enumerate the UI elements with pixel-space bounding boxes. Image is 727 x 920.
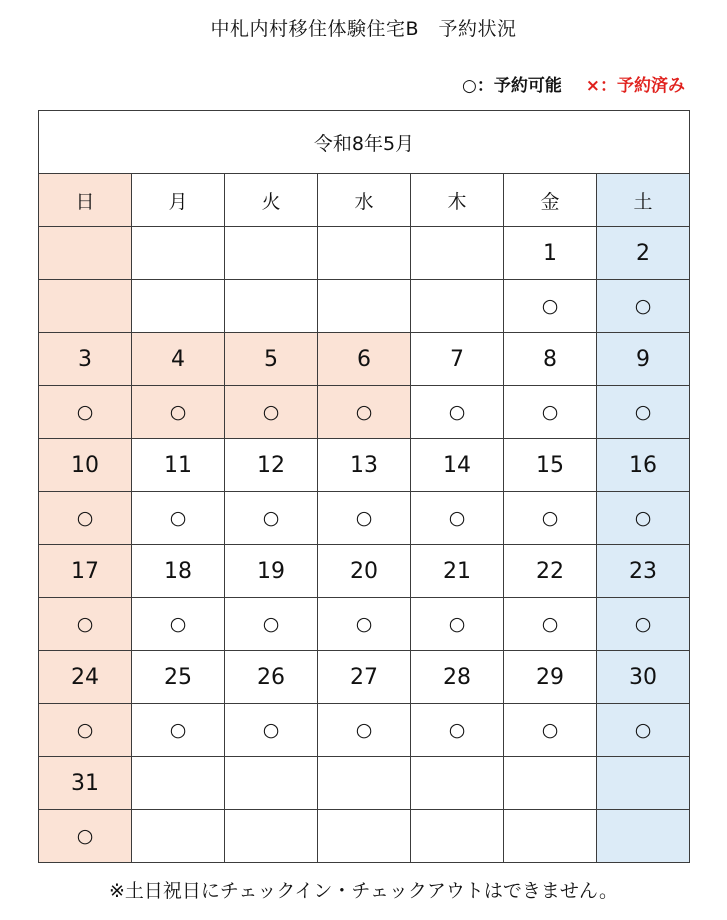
availability-cell: [132, 280, 225, 333]
availability-cell: [411, 280, 504, 333]
date-cell: 15: [504, 439, 597, 492]
availability-cell: [132, 810, 225, 863]
availability-cell: ○: [132, 492, 225, 545]
availability-row: [39, 704, 690, 757]
date-cell: 30: [597, 651, 690, 704]
date-cell: 18: [132, 545, 225, 598]
availability-cell: [597, 810, 690, 863]
date-cell: 2: [597, 227, 690, 280]
date-cell: 26: [225, 651, 318, 704]
date-cell: [225, 757, 318, 810]
availability-row: [39, 386, 690, 439]
date-row: [39, 651, 690, 704]
date-cell: 24: [39, 651, 132, 704]
date-cell: [597, 757, 690, 810]
availability-cell: ○: [597, 492, 690, 545]
availability-cell: ○: [411, 598, 504, 651]
date-cell: 27: [318, 651, 411, 704]
availability-cell: ○: [411, 492, 504, 545]
legend-booked: ×：予約済み: [585, 76, 685, 96]
availability-row: [39, 280, 690, 333]
date-cell: [318, 757, 411, 810]
availability-cell: [504, 810, 597, 863]
date-cell: [411, 227, 504, 280]
availability-cell: [39, 280, 132, 333]
weekday-wed: 水: [318, 174, 411, 227]
date-cell: 12: [225, 439, 318, 492]
date-row: [39, 227, 690, 280]
availability-cell: ○: [597, 280, 690, 333]
availability-cell: [318, 810, 411, 863]
weekday-thu: 木: [411, 174, 504, 227]
legend: [462, 71, 685, 96]
date-cell: 25: [132, 651, 225, 704]
date-row: [39, 545, 690, 598]
date-cell: 9: [597, 333, 690, 386]
date-cell: 4: [132, 333, 225, 386]
availability-cell: [318, 280, 411, 333]
date-cell: [132, 227, 225, 280]
date-cell: 19: [225, 545, 318, 598]
date-cell: 20: [318, 545, 411, 598]
date-row: [39, 333, 690, 386]
date-cell: 10: [39, 439, 132, 492]
weekday-mon: 月: [132, 174, 225, 227]
weekday-sun: 日: [39, 174, 132, 227]
availability-cell: [411, 810, 504, 863]
date-cell: 13: [318, 439, 411, 492]
availability-cell: ○: [39, 810, 132, 863]
date-cell: 16: [597, 439, 690, 492]
date-cell: [411, 757, 504, 810]
availability-cell: ○: [225, 492, 318, 545]
date-cell: 29: [504, 651, 597, 704]
availability-cell: ○: [132, 704, 225, 757]
date-cell: [39, 227, 132, 280]
availability-cell: ○: [504, 704, 597, 757]
date-row: [39, 757, 690, 810]
availability-cell: ○: [318, 492, 411, 545]
availability-cell: ○: [411, 386, 504, 439]
date-cell: 23: [597, 545, 690, 598]
month-label: 令和8年5月: [39, 111, 690, 174]
availability-cell: ○: [39, 386, 132, 439]
availability-cell: ○: [597, 386, 690, 439]
availability-cell: ○: [504, 598, 597, 651]
date-row: [39, 439, 690, 492]
availability-cell: ○: [597, 598, 690, 651]
availability-cell: ○: [39, 598, 132, 651]
availability-row: [39, 810, 690, 863]
availability-cell: ○: [39, 704, 132, 757]
availability-cell: ○: [225, 704, 318, 757]
date-cell: 11: [132, 439, 225, 492]
date-cell: 3: [39, 333, 132, 386]
availability-cell: ○: [504, 492, 597, 545]
date-cell: [132, 757, 225, 810]
date-cell: 17: [39, 545, 132, 598]
availability-cell: [225, 280, 318, 333]
date-cell: 6: [318, 333, 411, 386]
date-cell: 14: [411, 439, 504, 492]
availability-cell: ○: [225, 598, 318, 651]
availability-cell: ○: [411, 704, 504, 757]
availability-cell: ○: [225, 386, 318, 439]
availability-cell: ○: [39, 492, 132, 545]
availability-row: [39, 598, 690, 651]
weekday-header-row: [39, 174, 690, 227]
reservation-calendar: [38, 110, 690, 863]
checkin-note: ※土日祝日にチェックイン・チェックアウトはできません。: [109, 880, 618, 902]
availability-cell: ○: [318, 598, 411, 651]
date-cell: 8: [504, 333, 597, 386]
availability-row: [39, 492, 690, 545]
weekday-fri: 金: [504, 174, 597, 227]
weekday-sat: 土: [597, 174, 690, 227]
availability-cell: ○: [504, 280, 597, 333]
date-cell: 1: [504, 227, 597, 280]
date-cell: 22: [504, 545, 597, 598]
date-cell: [318, 227, 411, 280]
availability-cell: ○: [318, 386, 411, 439]
date-cell: [225, 227, 318, 280]
date-cell: 5: [225, 333, 318, 386]
date-cell: 28: [411, 651, 504, 704]
weekday-tue: 火: [225, 174, 318, 227]
availability-cell: ○: [318, 704, 411, 757]
date-cell: 21: [411, 545, 504, 598]
availability-cell: ○: [597, 704, 690, 757]
availability-cell: ○: [132, 598, 225, 651]
legend-available: ○：予約可能: [461, 76, 562, 96]
availability-cell: [225, 810, 318, 863]
availability-cell: ○: [132, 386, 225, 439]
date-cell: 7: [411, 333, 504, 386]
date-cell: [504, 757, 597, 810]
availability-cell: ○: [504, 386, 597, 439]
page-title: 中札内村移住体験住宅B 予約状況: [210, 18, 517, 40]
date-cell: 31: [39, 757, 132, 810]
